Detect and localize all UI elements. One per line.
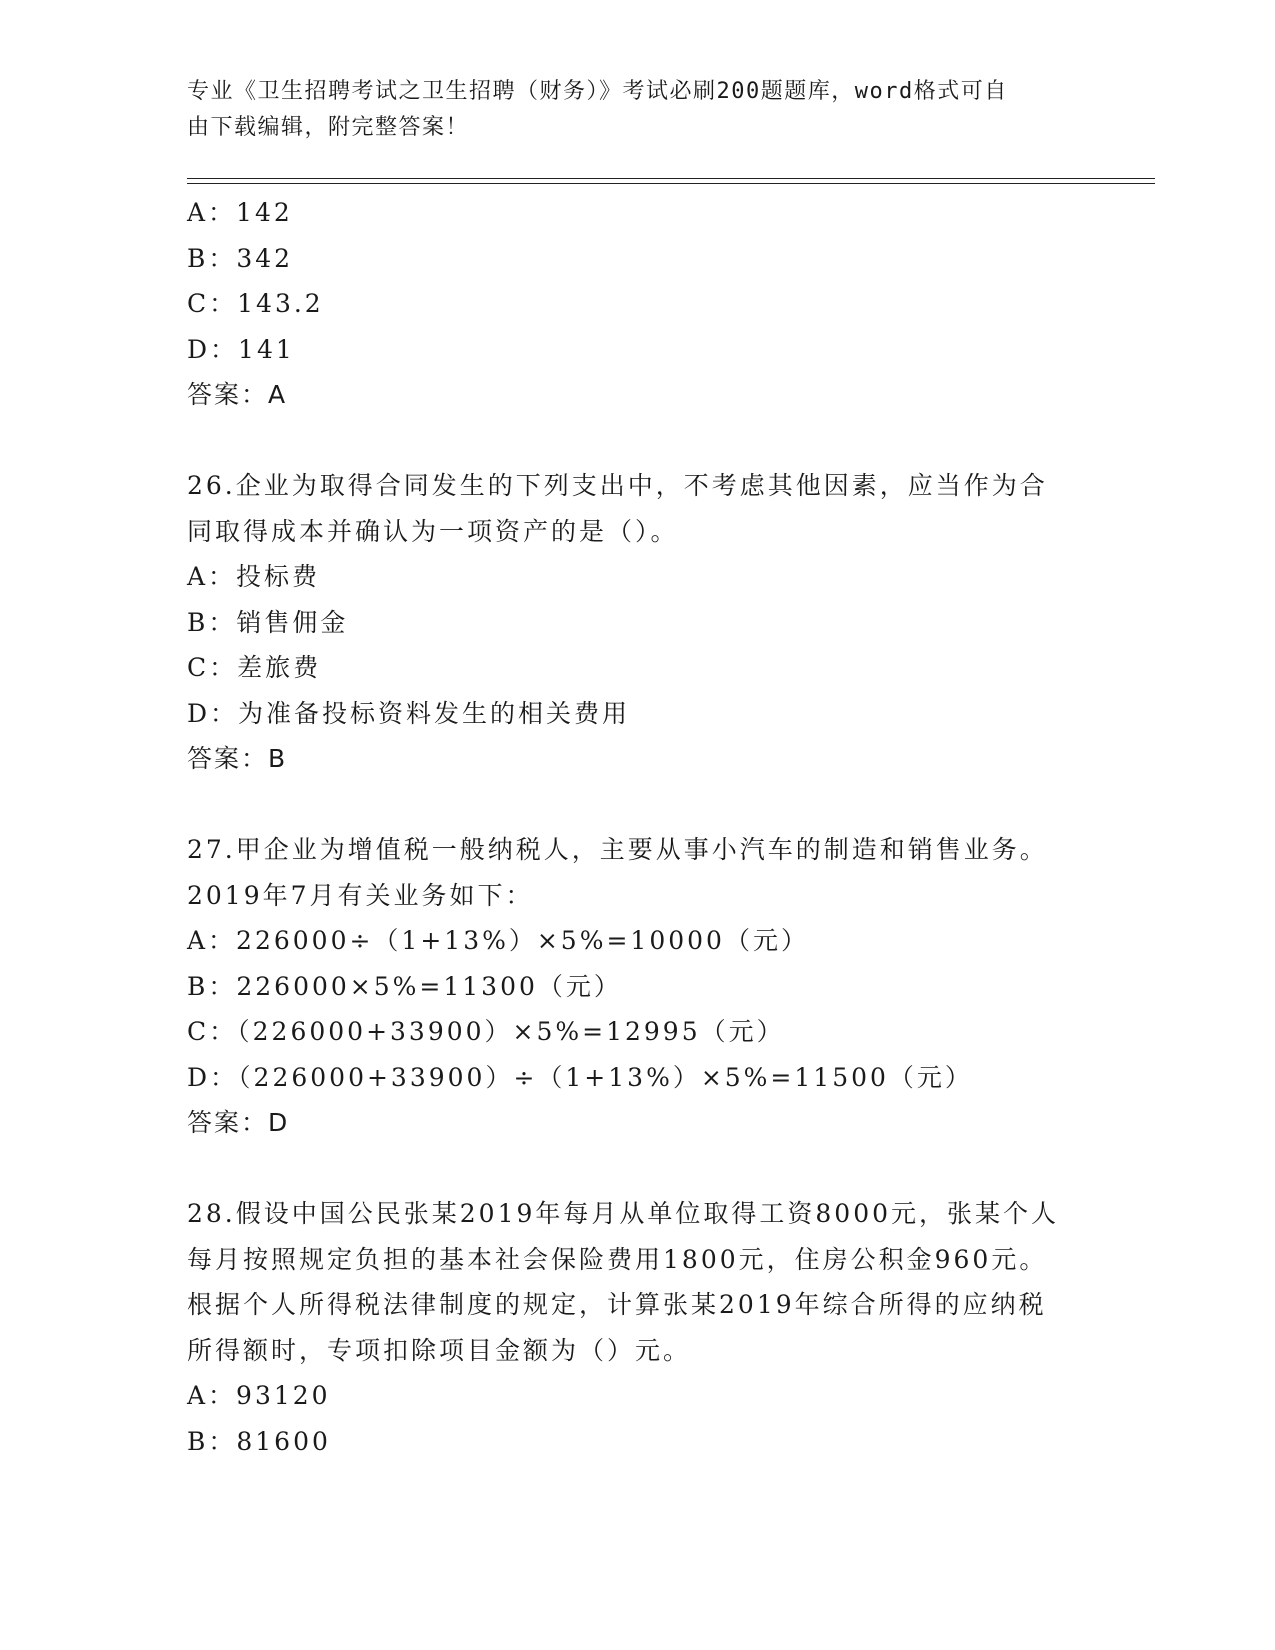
question-text-line: 28.假设中国公民张某2019年每月从单位取得工资8000元，张某个人: [187, 1199, 1060, 1228]
spacer: [187, 418, 1087, 464]
option-a: A：投标费: [187, 562, 321, 591]
option-c: C：143.2: [187, 289, 324, 318]
spacer: [187, 1146, 1087, 1192]
question-list: [187, 190, 1087, 1464]
option-a: A：226000÷（1+13%）×5%=10000（元）: [187, 926, 809, 955]
spacer: [187, 782, 1087, 828]
option-b: B：81600: [187, 1426, 331, 1456]
answer-line: 答案：A: [187, 380, 288, 409]
question-text-line: 26.企业为取得合同发生的下列支出中，不考虑其他因素，应当作为合: [187, 471, 1048, 500]
question-text-line: 所得额时，专项扣除项目金额为（）元。: [187, 1335, 692, 1365]
option-c: C：（226000+33900）×5%=12995（元）: [187, 1017, 785, 1046]
option-b: B：342: [187, 243, 294, 273]
option-b: B：226000×5%=11300（元）: [187, 971, 622, 1001]
question-text-line: 根据个人所得税法律制度的规定，计算张某2019年综合所得的应纳税: [187, 1290, 1047, 1319]
document-header: [187, 74, 1067, 146]
question-26: [187, 463, 1087, 782]
header-line-1: 专业《卫生招聘考试之卫生招聘（财务）》考试必刷200题题库，word格式可自: [187, 79, 1008, 104]
question-text-line: 同取得成本并确认为一项资产的是（）。: [187, 516, 679, 546]
option-c: C：差旅费: [187, 653, 322, 682]
answer-line: 答案：B: [187, 744, 288, 773]
option-a: A：93120: [187, 1381, 331, 1410]
question-25: [187, 190, 1087, 418]
question-text-line: 27.甲企业为增值税一般纳税人，主要从事小汽车的制造和销售业务。: [187, 835, 1048, 864]
question-text-line: 每月按照规定负担的基本社会保险费用1800元，住房公积金960元。: [187, 1244, 1048, 1274]
header-rule-top: [187, 178, 1155, 179]
answer-line: 答案：D: [187, 1108, 290, 1137]
option-a: A：142: [187, 198, 293, 227]
option-d: D：为准备投标资料发生的相关费用: [187, 698, 631, 728]
option-d: D：（226000+33900）÷（1+13%）×5%=11500（元）: [187, 1062, 973, 1092]
header-line-2: 由下载编辑，附完整答案！: [187, 115, 470, 140]
option-b: B：销售佣金: [187, 607, 349, 637]
option-d: D：141: [187, 334, 295, 364]
header-rule-bottom: [187, 183, 1155, 184]
question-text-line: 2019年7月有关业务如下：: [187, 880, 534, 910]
question-27: [187, 827, 1087, 1146]
question-28: [187, 1191, 1087, 1464]
